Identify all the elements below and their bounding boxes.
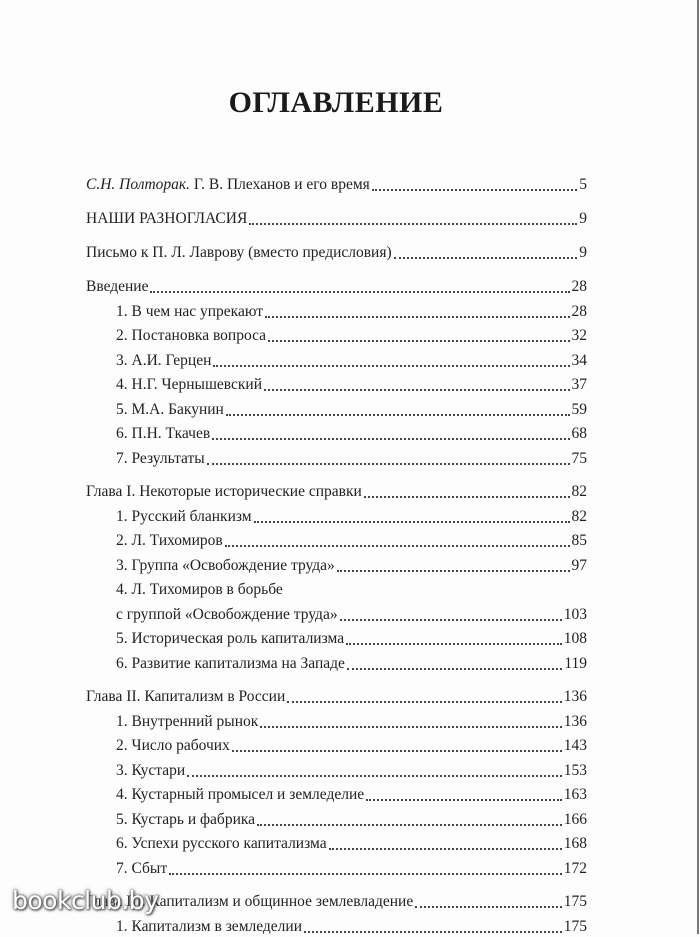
toc-page-number: 59 bbox=[571, 400, 587, 418]
toc-entry-title: с группой «Освобождение труда» bbox=[116, 605, 338, 623]
leader-dots bbox=[232, 750, 562, 752]
toc-entry-title: Глава III. Капитализм и общинное землевладение bbox=[86, 893, 414, 910]
toc-entry-author: С.Н. Полторак. bbox=[86, 176, 191, 193]
toc-entry-title: 3. А.И. Герцен bbox=[116, 351, 212, 369]
toc-subentry[interactable] bbox=[116, 375, 587, 395]
leader-dots bbox=[347, 668, 562, 670]
toc-entry-title: Г. В. Плеханов и его время bbox=[190, 176, 370, 193]
toc-page-number: 37 bbox=[571, 376, 587, 393]
toc-entry-title: 1. Русский бланкизм bbox=[116, 507, 252, 525]
toc-subentry[interactable] bbox=[116, 736, 587, 756]
leader-dots bbox=[226, 414, 570, 416]
leader-dots bbox=[150, 291, 569, 293]
toc-entry-title: НАШИ РАЗНОГЛАСИЯ bbox=[86, 210, 248, 227]
toc-page-number: 75 bbox=[571, 449, 587, 467]
leader-dots bbox=[287, 701, 561, 703]
toc-page-number: 32 bbox=[571, 327, 587, 344]
toc-subentry[interactable] bbox=[116, 761, 587, 781]
toc-entry-title: Введение bbox=[86, 278, 149, 295]
toc-page-number: 68 bbox=[571, 425, 587, 442]
toc-subentry-line1[interactable]: 4. Л. Тихомиров в борьбе bbox=[116, 581, 283, 598]
toc-subentry[interactable] bbox=[116, 712, 587, 732]
toc-entry-introduction[interactable] bbox=[86, 277, 587, 297]
page-edge bbox=[697, 0, 699, 934]
toc-entry-letter[interactable] bbox=[86, 243, 587, 263]
leader-dots bbox=[304, 931, 562, 933]
toc-entry-title: 3. Группа «Освобождение труда» bbox=[116, 556, 335, 574]
toc-entry-title: Глава II. Капитализм в России bbox=[86, 688, 286, 705]
toc-page-number: 97 bbox=[571, 556, 587, 574]
leader-dots bbox=[337, 570, 570, 572]
toc-entry-title: 6. Успехи русского капитализма bbox=[116, 835, 327, 852]
leader-dots bbox=[257, 824, 562, 826]
leader-dots bbox=[213, 365, 569, 367]
toc-subentry[interactable] bbox=[116, 400, 587, 420]
toc-subentry[interactable] bbox=[116, 810, 587, 830]
toc-subentry[interactable] bbox=[116, 605, 587, 625]
toc-page-number: 143 bbox=[563, 737, 587, 754]
toc-entry-title: 2. Число рабочих bbox=[116, 737, 230, 754]
leader-dots bbox=[346, 643, 562, 645]
toc-entry-title: 5. Историческая роль капитализма bbox=[116, 630, 345, 647]
toc-page-number: 175 bbox=[563, 893, 587, 910]
toc-subentry[interactable] bbox=[116, 859, 587, 879]
toc-entry-title: 2. Постановка вопроса bbox=[116, 327, 267, 344]
toc-page-number: 82 bbox=[571, 483, 587, 500]
toc-page-number: 168 bbox=[563, 835, 587, 852]
leader-dots bbox=[415, 906, 562, 908]
leader-dots bbox=[394, 257, 578, 259]
page-title: ОГЛАВЛЕНИЕ bbox=[228, 86, 444, 119]
toc-entry-title: 2. Л. Тихомиров bbox=[116, 532, 223, 549]
toc-entry-title: 7. Сбыт bbox=[116, 859, 168, 877]
toc-subentry[interactable] bbox=[116, 449, 587, 469]
toc-page-number: 136 bbox=[563, 688, 587, 705]
toc-entry-title: 4. Н.Г. Чернышевский bbox=[116, 376, 262, 393]
toc-subentry[interactable] bbox=[116, 302, 587, 322]
leader-dots bbox=[265, 316, 569, 318]
toc-subentry[interactable] bbox=[116, 834, 587, 854]
toc-entry-title: 1. В чем нас упрекают bbox=[116, 302, 264, 320]
toc-page-number: 153 bbox=[563, 761, 587, 779]
toc-page-number: 119 bbox=[564, 654, 587, 672]
toc-page-number: 9 bbox=[579, 244, 587, 261]
leader-dots bbox=[260, 726, 561, 728]
toc-page-number: 166 bbox=[563, 810, 587, 828]
leader-dots bbox=[212, 438, 569, 440]
toc-subentry[interactable] bbox=[116, 531, 587, 551]
toc-subentry[interactable] bbox=[116, 654, 587, 674]
leader-dots bbox=[207, 463, 570, 465]
toc-entry-title: 7. Результаты bbox=[116, 449, 205, 467]
toc-page-number: 163 bbox=[563, 786, 587, 803]
toc-page-number: 5 bbox=[579, 176, 587, 193]
leader-dots bbox=[372, 189, 577, 191]
toc-subentry[interactable] bbox=[116, 326, 587, 346]
leader-dots bbox=[249, 223, 577, 225]
leader-dots bbox=[187, 775, 562, 777]
toc-subentry[interactable] bbox=[116, 629, 587, 649]
toc-subentry[interactable] bbox=[116, 424, 587, 444]
toc-entry-title: Письмо к П. Л. Лаврову (вместо предисловия) bbox=[86, 244, 392, 261]
toc-entry-title: 4. Кустарный промысел и земледелие bbox=[116, 786, 365, 803]
toc-subentry[interactable] bbox=[116, 556, 587, 576]
leader-dots bbox=[254, 521, 570, 523]
toc-page-number: 28 bbox=[571, 302, 587, 320]
leader-dots bbox=[340, 619, 562, 621]
toc-page-number: 108 bbox=[563, 630, 587, 647]
toc-page-number: 82 bbox=[571, 507, 587, 525]
toc-subentry[interactable] bbox=[116, 507, 587, 527]
leader-dots bbox=[264, 389, 570, 391]
toc-entry-chapter-3[interactable] bbox=[86, 892, 587, 912]
watermark: bookclub.by bbox=[12, 886, 159, 915]
toc-subentry[interactable] bbox=[116, 351, 587, 371]
toc-entry-title: 1. Внутренний рынок bbox=[116, 712, 259, 730]
toc-page-number: 85 bbox=[571, 532, 587, 549]
leader-dots bbox=[225, 545, 570, 547]
toc-entry-title: 6. Развитие капитализма на Западе bbox=[116, 654, 345, 672]
leader-dots bbox=[329, 848, 562, 850]
toc-entry-title: 5. Кустарь и фабрика bbox=[116, 810, 256, 828]
toc-entry-chapter-2[interactable] bbox=[86, 687, 587, 707]
toc-page-number: 103 bbox=[563, 605, 587, 623]
toc-page-number: 28 bbox=[571, 278, 587, 295]
leader-dots bbox=[268, 340, 569, 342]
toc-entry-preface[interactable] bbox=[86, 175, 587, 195]
toc-entry-title: 1. Капитализм в земледелии bbox=[116, 917, 302, 935]
toc-page-number: 175 bbox=[563, 917, 587, 935]
toc-entry-nashi-raznoglasiya[interactable] bbox=[86, 209, 587, 229]
toc-entry-title: 3. Кустари bbox=[116, 761, 186, 779]
toc-entry-title: 5. М.А. Бакунин bbox=[116, 400, 224, 418]
leader-dots bbox=[364, 496, 570, 498]
toc-page-number: 136 bbox=[563, 712, 587, 730]
leader-dots bbox=[169, 873, 562, 875]
leader-dots bbox=[366, 799, 562, 801]
toc-entry-title: Глава I. Некоторые исторические справки bbox=[86, 483, 362, 500]
toc-page-number: 9 bbox=[579, 210, 587, 227]
toc-page-number: 34 bbox=[571, 351, 587, 369]
toc-entry-chapter-1[interactable] bbox=[86, 482, 587, 502]
toc-subentry[interactable] bbox=[116, 785, 587, 805]
toc-page-number: 172 bbox=[563, 859, 587, 877]
toc-entry-title: 6. П.Н. Ткачев bbox=[116, 425, 211, 442]
